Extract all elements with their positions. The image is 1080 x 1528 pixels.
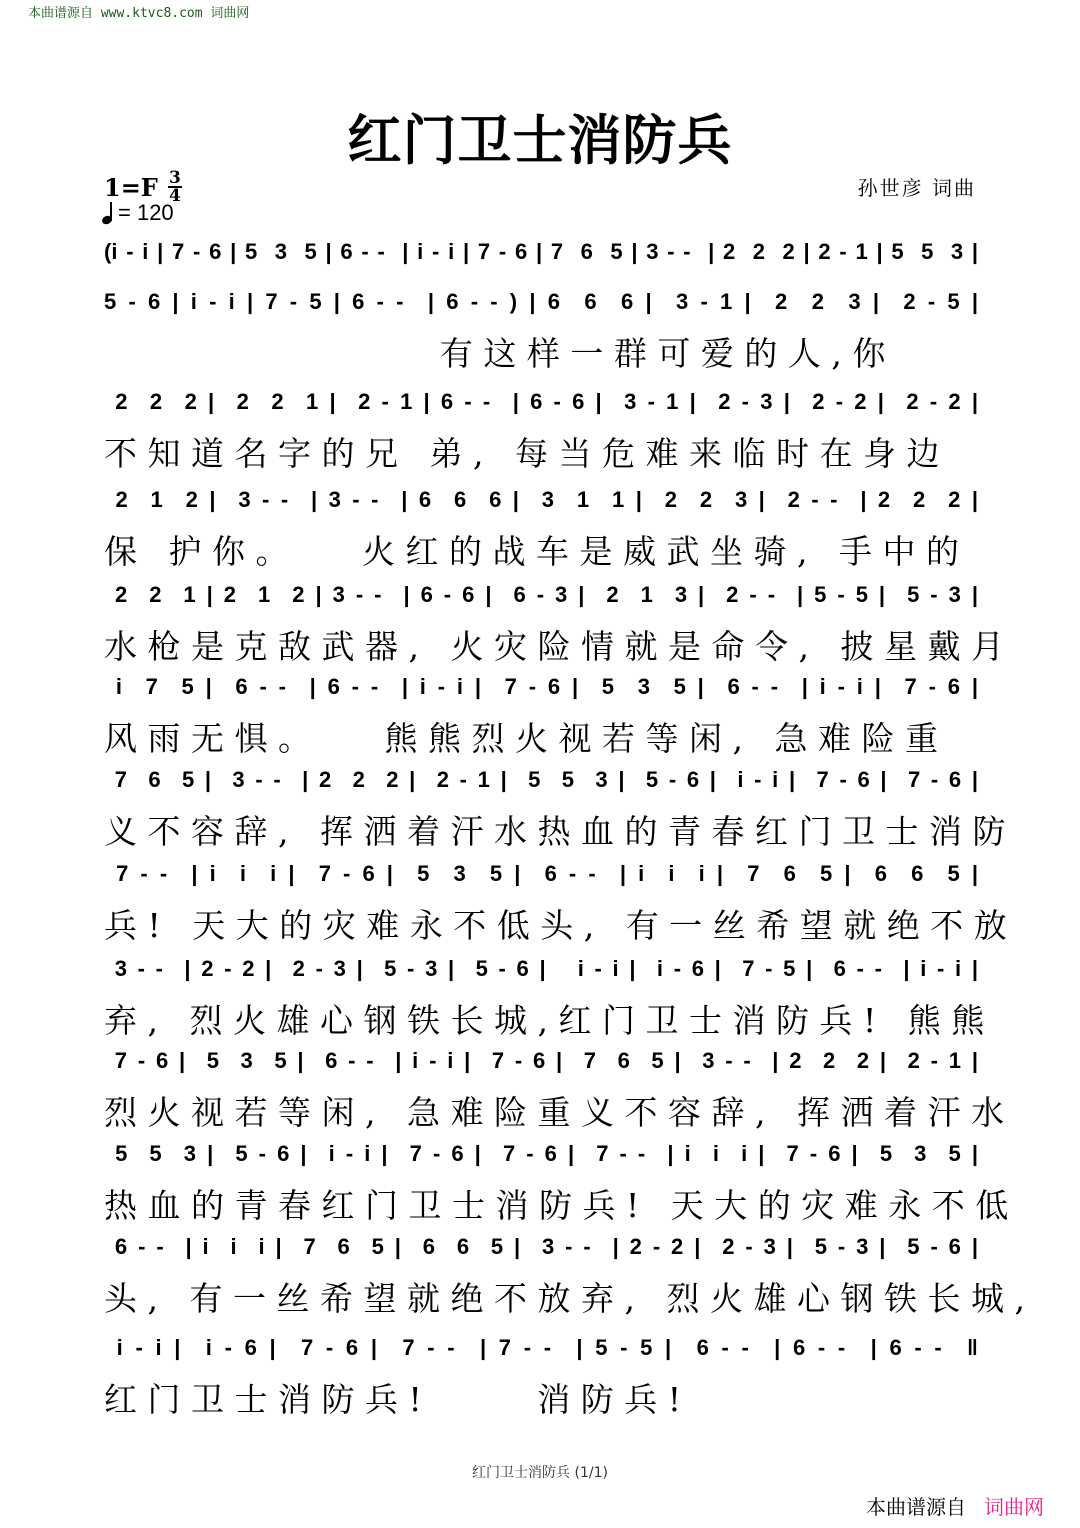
notation-line: 7 - 6 | 5 3 5 | 6 - - | i - i | 7 - 6 | 7 6 5 | 3 - - | 2 2 2 | 2 - 1 | bbox=[104, 1048, 978, 1073]
notation-line: 6 - - | i i i | 7 6 5 | 6 6 5 | 3 - - | 2 - 2 | 2 - 3 | 5 - 3 | 5 - 6 | bbox=[104, 1234, 978, 1259]
notation-line: 2 1 2 | 3 - - | 3 - - | 6 6 6 | 3 1 1 | 2 2 3 | 2 - - | 2 2 2 | bbox=[104, 487, 978, 512]
time-signature bbox=[168, 170, 182, 204]
lyrics-line: 红门卫士消防兵! 消防兵! bbox=[104, 1380, 692, 1419]
source-credit bbox=[866, 1491, 1044, 1520]
lyrics-line: 义不容辞, 挥洒着汗水热血的青春红门卫士消防 bbox=[104, 812, 1016, 851]
notation-line: 2 2 1 | 2 1 2 | 3 - - | 6 - 6 | 6 - 3 | 2 1 3 | 2 - - | 5 - 5 | 5 - 3 | bbox=[104, 582, 978, 607]
notation-line: 3 - - | 2 - 2 | 2 - 3 | 5 - 3 | 5 - 6 | i - i | i - 6 | 7 - 5 | 6 - - | i - i | bbox=[104, 956, 978, 981]
time-numerator: 3 bbox=[168, 168, 181, 188]
lyrics-line: 保 护你。 火红的战车是威武坐骑, 手中的 bbox=[104, 532, 970, 571]
notation-line: 7 - - | i i i | 7 - 6 | 5 3 5 | 6 - - | i i i | 7 6 5 | 6 6 5 | bbox=[104, 861, 978, 886]
lyrics-line: 热血的青春红门卫士消防兵! 天大的灾难永不低 bbox=[104, 1186, 1019, 1225]
lyrics-line: 头, 有一丝希望就绝不放弃, 烈火雄心钢铁长城, bbox=[104, 1279, 1036, 1318]
lyrics-line: 烈火视若等闲, 急难险重义不容辞, 挥洒着汗水 bbox=[104, 1093, 1015, 1132]
notation-line: 7 6 5 | 3 - - | 2 2 2 | 2 - 1 | 5 5 3 | 5 - 6 | i - i | 7 - 6 | 7 - 6 | bbox=[104, 767, 978, 792]
notation-line: (i - i | 7 - 6 | 5 3 5 | 6 - - | i - i | 7 - 6 | 7 6 5 | 3 - - | 2 2 2 | 2 - 1 | 5 5 3 | bbox=[104, 239, 978, 264]
lyrics-line: 弃, 烈火雄心钢铁长城,红门卫士消防兵! 熊熊 bbox=[104, 1001, 995, 1040]
notation-line: 2 2 2 | 2 2 1 | 2 - 1 | 6 - - | 6 - 6 | 3 - 1 | 2 - 3 | 2 - 2 | 2 - 2 | bbox=[104, 389, 978, 414]
lyrics-line: 不知道名字的兄 弟, 每当危难来临时在身边 bbox=[104, 434, 950, 473]
lyrics-line: 兵! 天大的灾难永不低头, 有一丝希望就绝不放 bbox=[104, 906, 1018, 945]
key-label: 1=F bbox=[104, 172, 158, 202]
source-prefix: 本曲谱源自 bbox=[866, 1495, 966, 1519]
composer-credit: 孙世彦 词曲 bbox=[857, 176, 976, 200]
notation-line: 5 5 3 | 5 - 6 | i - i | 7 - 6 | 7 - 6 | 7 - - | i i i | 7 - 6 | 5 3 5 | bbox=[104, 1141, 978, 1166]
tempo-marking bbox=[102, 200, 174, 226]
top-watermark: 本曲谱源自 www.ktvc8.com 词曲网 bbox=[28, 6, 250, 21]
key-signature bbox=[104, 170, 182, 204]
song-title: 红门卫士消防兵 bbox=[347, 108, 733, 172]
time-denominator: 4 bbox=[168, 186, 181, 206]
lyrics-line: 风雨无惧。 熊熊烈火视若等闲, 急难险重 bbox=[104, 719, 949, 758]
quarter-note-icon bbox=[102, 202, 114, 224]
tempo-value: = 120 bbox=[118, 200, 174, 225]
lyrics-line: 水枪是克敌武器, 火灾险情就是命令, 披星戴月 bbox=[104, 627, 1015, 666]
notation-line: 5 - 6 | i - i | 7 - 5 | 6 - - | 6 - - ) | 6 6 6 | 3 - 1 | 2 2 3 | 2 - 5 | bbox=[104, 289, 978, 314]
page-footer-label: 红门卫士消防兵 (1/1) bbox=[472, 1465, 608, 1481]
notation-line: i 7 5 | 6 - - | 6 - - | i - i | 7 - 6 | 5 3 5 | 6 - - | i - i | 7 - 6 | bbox=[104, 674, 978, 699]
source-brand-link[interactable]: 词曲网 bbox=[984, 1495, 1044, 1519]
notation-line: i - i | i - 6 | 7 - 6 | 7 - - | 7 - - | 5 - 5 | 6 - - | 6 - - | 6 - - ‖ bbox=[104, 1335, 978, 1360]
lyrics-line: 有这样一群可爱的人,你 bbox=[104, 334, 896, 373]
